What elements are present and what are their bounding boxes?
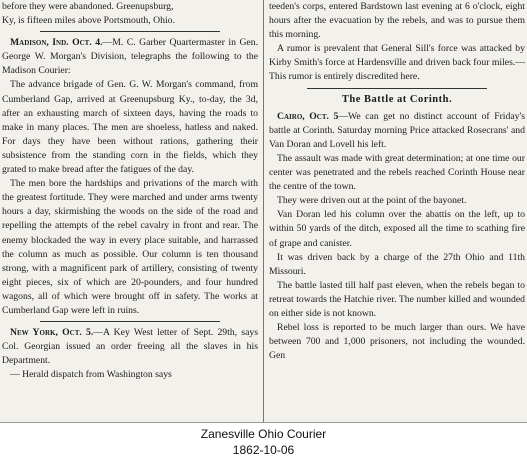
hardships-paragraph: The men bore the hardships and privations of the march with the greatest fortitude. They were marched and under arms twenty hours a day, skirmishing the woods on the side of the road and repelling the attempts of the rebel cavalry in front and rear. The enemy blockaded the way in every place suitable, and harrassed the column as much as possible. Our column is ten thousand strong, with a magnificent park of artillery, consisting of twenty eight pieces, six of which are 20-pounders, and four hundred wagons, all of which were brought off in safety. The works at Cumberland Gap were left in ruins. [2,178,258,316]
bardstown-paragraph: teeden's corps, entered Bardstown last evening at 6 o'clock, eight hours after the evacuation by the rebels, and was to pursue them this morning. [269,1,525,41]
cairo-dateline: Cairo, Oct. 5 [277,110,339,122]
new-york-text: —A Key West letter of Sept. 29th, says Col. Georgian issued an order freeing all the slaves in his Department. [2,327,258,367]
left-top-line-2: Ky, is fifteen miles above Portsmouth, Ohio. [2,15,175,27]
madison-text: —M. C. Garber Quartermaster in Gen. George W. Morgan's Division, telegraphs the following to the Madison Courier: [2,37,258,77]
rumor-paragraph: A rumor is prevalent that General Sill's force was attacked by Kirby Smith's force at Hardensville and driven back four miles.—This rumor is entirely discredited here. [269,43,525,83]
charge-paragraph: It was driven back by a charge of the 27th Ohio and 11th Missouri. [269,251,525,277]
madison-dateline: Madison, Ind. Oct. 4. [10,37,103,49]
battle-heading: The Battle at Corinth. [341,93,453,105]
cairo-text: —We can get no distinct account of Friday's battle at Corinth. Saturday morning Price attacked Rosecrans' and Van Doran and Lovell his left. [269,110,525,150]
left-top-line-1: before they were abandoned. Greenupsburg, [2,1,174,12]
assault-paragraph: The assault was made with great determination; at one time our center was penetrated and the rebels reached Corinth House near the centre of the town. [269,152,525,193]
cairo-paragraph [269,110,525,152]
battle-lasted-paragraph: The battle lasted till half past eleven, when the rebels began to retreat towards the Hatchie river. The number killed and wounded on either side is not known. [269,279,525,319]
divider [307,88,486,89]
loss-paragraph: Rebel loss is reported to be much larger than ours. We have between 700 and 1,000 prisoners, not including the wounded. Gen [269,322,525,362]
new-york-dateline: New York, Oct. 5. [10,327,94,339]
advance-paragraph: The advance brigade of Gen. G. W. Morgan's command, from Cumberland Gap, arrived at Greenupsburg Ky., to-day, the 3d, after an exhausting march of sixteen days, having the roads to make in many places. The men are shoeless, hatless and naked. For days they have been without rations, gathering their subsistence from the standing corn in the fields, which they grated to make bread after the fatigues of the day. [2,79,258,176]
clipping-caption [0,422,527,464]
left-bottom-line: — Herald dispatch from Washington says [10,369,172,381]
new-york-paragraph [2,326,258,368]
driven-paragraph: They were driven out at the point of the bayonet. [277,195,467,207]
divider [40,321,219,322]
madison-paragraph [2,36,258,78]
newspaper-name: Zanesville Ohio Courier [200,427,327,441]
van-doran-paragraph: Van Doran led his column over the abattis on the left, up to within 50 yards of the ditch, exposed all the time to scathing fire of grape and canister. [269,209,525,249]
divider [40,31,219,32]
column-rule [263,0,264,422]
right-column [269,0,525,422]
left-column [2,0,258,422]
publication-date: 1862-10-06 [232,443,295,457]
